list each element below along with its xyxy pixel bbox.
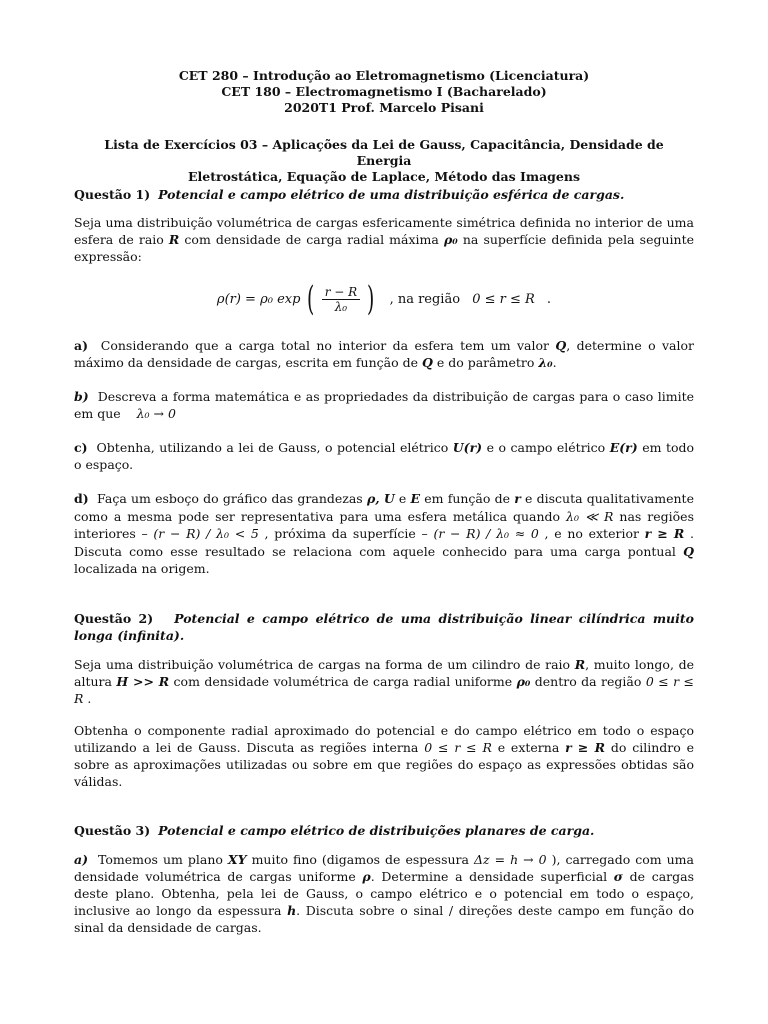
- item-text: nas regiões interiores –: [74, 508, 694, 541]
- math-sigma: σ: [613, 869, 624, 884]
- fraction-numerator: r − R: [322, 285, 360, 300]
- item-text: e do parâmetro: [436, 355, 535, 370]
- item-text: e externa: [497, 740, 560, 755]
- question-1c: [74, 439, 694, 473]
- course-line-1: CET 280 – Introdução ao Eletromagnetismo (Licenciatura): [178, 68, 590, 83]
- math-E: E: [410, 491, 421, 506]
- right-paren: ): [367, 279, 375, 319]
- item-text: em função de: [424, 491, 511, 506]
- question-1-title: Potencial e campo elétrico de uma distribuição esférica de cargas.: [158, 187, 625, 202]
- intro-text: com densidade de carga radial máxima: [184, 232, 439, 247]
- question-1-intro: [74, 214, 694, 265]
- math-U: U: [383, 491, 395, 506]
- intro-text: na superfície definida pela seguinte expressão:: [74, 232, 695, 264]
- question-1a: [74, 337, 694, 371]
- math-expression: r ≥ R: [644, 526, 685, 541]
- item-text: ), carregado com uma densidade volumétrica de cargas uniforme: [74, 852, 694, 884]
- item-text: Considerando que a carga total no interior da esfera tem um valor: [100, 338, 550, 353]
- item-text: , muito longo, de altura: [74, 657, 694, 689]
- item-text: do cilindro e sobre as aproximações utilizadas ou sobre em que regiões do espaço as expressões obtidas são válidas.: [74, 740, 694, 789]
- item-text: .: [87, 691, 92, 706]
- math-region: r ≥ R: [565, 740, 605, 755]
- left-paren: (: [307, 279, 315, 319]
- math-rho: ρ: [362, 869, 371, 884]
- item-text: Tomemos um plano: [98, 852, 223, 867]
- density-equation: [0, 279, 768, 319]
- question-3a: [74, 851, 694, 936]
- item-text: com densidade volumétrica de carga radial uniforme: [173, 674, 513, 689]
- math-lambda0: λ₀: [538, 355, 553, 370]
- subtitle-line-1: Lista de Exercícios 03 – Aplicações da Lei de Gauss, Capacitância, Densidade de Energia: [104, 137, 664, 168]
- exercise-list-title: [80, 137, 688, 185]
- subtitle-line-2: Eletrostática, Equação de Laplace, Método das Imagens: [188, 169, 580, 184]
- question-2-label: Questão 2): [74, 611, 154, 626]
- item-label: d): [74, 491, 89, 506]
- math-limit: λ₀ → 0: [136, 406, 176, 421]
- fraction-denominator: λ₀: [334, 299, 348, 314]
- item-text: . Discuta como esse resultado se relaciona com aquele conhecido para uma carga pontual: [74, 526, 694, 559]
- math-rho: ρ,: [366, 491, 380, 506]
- equation-lhs: ρ(r) = ρ₀ exp: [216, 291, 301, 307]
- item-text: Seja uma distribuição volumétrica de cargas na forma de um cilindro de raio: [74, 657, 571, 672]
- item-text: . Discuta sobre o sinal / direções deste campo em função do sinal da densidade de cargas.: [74, 903, 694, 935]
- item-text: Descreva a forma matemática e as propriedades da distribuição de cargas para o caso limite em que: [74, 389, 694, 421]
- math-r: r: [514, 491, 521, 506]
- item-text: e discuta qualitativamente como a mesma pode ser representativa para uma esfera metálica quando: [74, 491, 694, 524]
- question-1-heading: [74, 186, 694, 203]
- question-3-title: Potencial e campo elétrico de distribuições planares de carga.: [158, 823, 595, 838]
- math-E: E(r): [609, 440, 638, 455]
- item-text: localizada na origem.: [74, 561, 210, 576]
- item-text: Faça um esboço do gráfico das grandezas: [97, 491, 363, 506]
- question-1d: [74, 490, 694, 578]
- item-text: e: [398, 491, 407, 506]
- item-label: c): [74, 440, 88, 455]
- item-label: b): [74, 389, 89, 404]
- question-2-title: Potencial e campo elétrico de uma distribuição linear cilíndrica muito longa (infinita).: [74, 611, 694, 643]
- course-line-3: 2020T1 Prof. Marcelo Pisani: [284, 100, 484, 115]
- math-Q: Q: [555, 338, 567, 353]
- question-1-label: Questão 1): [74, 187, 151, 202]
- question-2-paragraph-1: [74, 656, 694, 707]
- question-1b: [74, 388, 694, 422]
- math-R: R: [574, 657, 586, 672]
- intro-text: Seja uma distribuição volumétrica de cargas esfericamente simétrica definida no interior de uma esfera de raio: [74, 215, 694, 247]
- item-text: , determine o valor máximo da densidade de cargas, escrita em função de: [74, 338, 694, 370]
- item-text: dentro da região: [534, 674, 642, 689]
- item-text: de cargas deste plano. Obtenha, pela lei de Gauss, o campo elétrico e o potencial em todo o espaço, inclusive ao longo da espessura: [74, 869, 694, 918]
- question-3-heading: [74, 822, 694, 839]
- question-2-heading: [74, 610, 694, 644]
- math-expression: (r − R) / λ₀ < 5: [153, 526, 259, 541]
- item-text: , e no exterior: [544, 526, 639, 541]
- item-text: . Determine a densidade superficial: [370, 869, 608, 884]
- equation-fraction: [322, 285, 360, 314]
- region-expression: 0 ≤ r ≤ R: [472, 291, 535, 307]
- math-XY: XY: [227, 852, 247, 867]
- math-expression: λ₀ ≪ R: [566, 508, 614, 524]
- item-text: e o campo elétrico: [486, 440, 606, 455]
- item-text: Obtenha, utilizando a lei de Gauss, o potencial elétrico: [96, 440, 449, 455]
- region-label: , na região: [389, 291, 461, 307]
- math-rho0: ρ₀: [443, 232, 458, 247]
- math-region: 0 ≤ r ≤ R: [74, 674, 694, 706]
- item-label: a): [74, 852, 89, 867]
- item-text: .: [552, 355, 557, 370]
- math-h: h: [287, 903, 297, 918]
- item-text: Obtenha o componente radial aproximado do potencial e do campo elétrico em todo o espaço utilizando a lei de Gauss. Discuta as regiões interna: [74, 723, 694, 755]
- math-Q: Q: [683, 543, 695, 559]
- course-line-2: CET 180 – Electromagnetismo I (Bacharelado): [221, 84, 547, 99]
- math-R: R: [168, 232, 180, 247]
- equation-end: .: [546, 291, 552, 307]
- item-text: muito fino (digamos de espessura: [251, 852, 469, 867]
- item-text: em todo o espaço.: [74, 440, 695, 472]
- math-region: 0 ≤ r ≤ R: [424, 740, 492, 755]
- question-2-paragraph-2: [74, 722, 694, 790]
- math-rho0: ρ₀: [516, 674, 531, 689]
- question-3-label: Questão 3): [74, 823, 151, 838]
- document-header: [0, 68, 768, 116]
- item-text: , próxima da superfície –: [264, 526, 428, 541]
- item-label: a): [74, 338, 89, 353]
- math-expression: (r − R) / λ₀ ≈ 0: [433, 526, 539, 541]
- math-thickness: Δz = h → 0: [474, 852, 547, 867]
- math-H: H >> R: [116, 674, 170, 689]
- math-U: U(r): [452, 440, 483, 455]
- math-Q: Q: [421, 355, 433, 370]
